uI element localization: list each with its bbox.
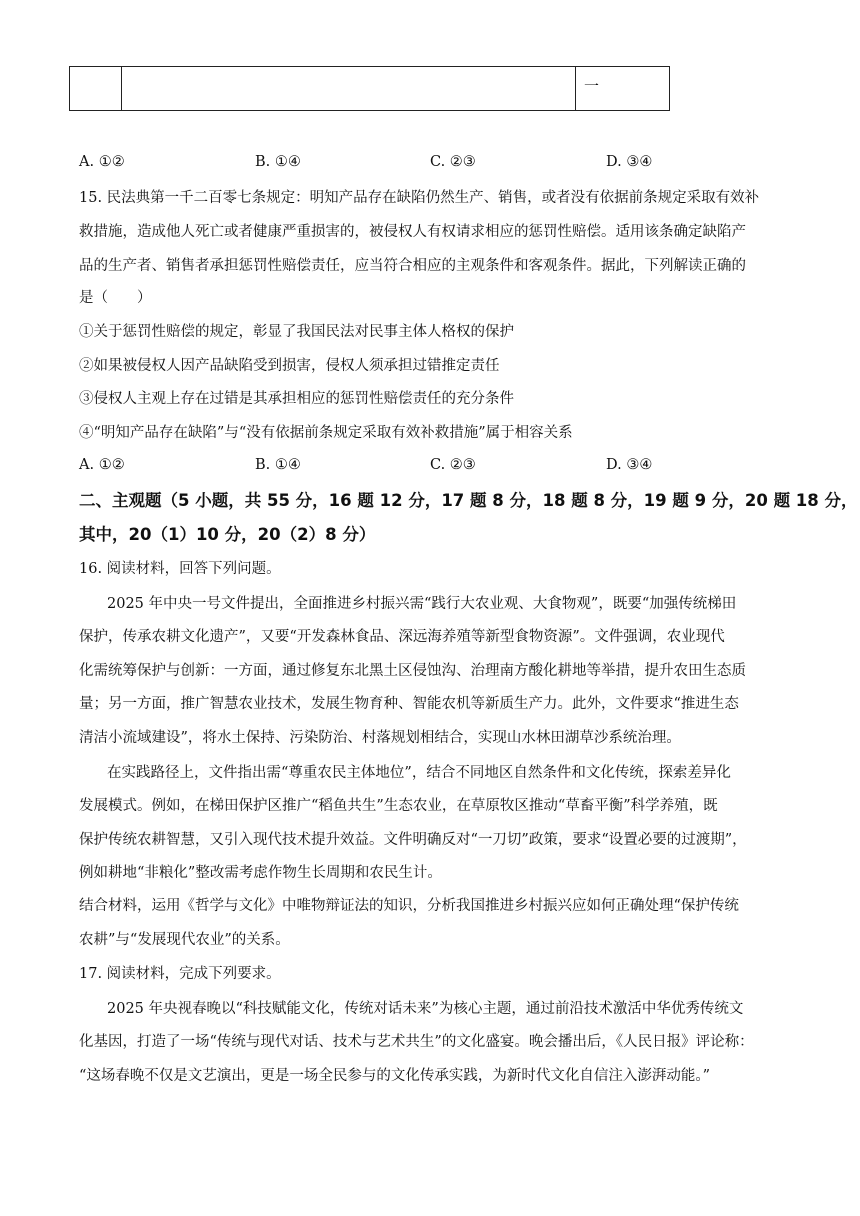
q16-question-line: 农耕”与“发展现代农业”的关系。 xyxy=(79,932,290,948)
q14-options xyxy=(79,154,699,174)
q16-material-line: 在实践路径上，文件指出需“尊重农民主体地位”，结合不同地区自然条件和文化传统，探索差异化 xyxy=(107,765,731,781)
q15-statement-1: ①关于惩罚性赔偿的规定，彰显了我国民法对民事主体人格权的保护 xyxy=(79,324,514,340)
q16-material-line: 清洁小流域建设”，将水土保持、污染防治、村落规划相结合，实现山水林田湖草沙系统治理。 xyxy=(79,730,681,746)
q16-intro: 16. 阅读材料，回答下列问题。 xyxy=(79,561,281,577)
q17-material-line: “这场春晚不仅是文艺演出，更是一场全民参与的文化传承实践，为新时代文化自信注入澎湃动能。” xyxy=(79,1068,711,1084)
option-c[interactable]: C. ②③ xyxy=(430,154,476,170)
q16-material-line: 发展模式。例如，在梯田保护区推广“稻鱼共生”生态农业，在草原牧区推动“草畜平衡”科学养殖，既 xyxy=(79,798,718,814)
option-a[interactable]: A. ①② xyxy=(79,457,125,473)
q15-stem-line: 15. 民法典第一千二百零七条规定：明知产品存在缺陷仍然生产、销售，或者没有依据前条规定采取有效补 xyxy=(79,190,760,206)
section-title: 二、主观题（5 小题，共 55 分，16 题 12 分，17 题 8 分，18 题 8 分，19 题 9 分，20 题 18 分， xyxy=(79,491,858,510)
q16-material-line: 量；另一方面，推广智慧农业技术，发展生物育种、智能农机等新质生产力。此外，文件要求“推进生态 xyxy=(79,696,739,712)
table-fragment xyxy=(69,66,670,111)
q15-statement-4: ④“明知产品存在缺陷”与“没有依据前条规定采取有效补救措施”属于相容关系 xyxy=(79,425,573,441)
q16-material-line: 2025 年中央一号文件提出，全面推进乡村振兴需“践行大农业观、大食物观”，既要“加强传统梯田 xyxy=(107,596,737,612)
table-cell-text: 一 xyxy=(584,77,600,95)
q16-material-line: 保护传统农耕智慧，又引入现代技术提升效益。文件明确反对“一刀切”政策，要求“设置必要的过渡期”， xyxy=(79,832,747,848)
q15-stem-line: 品的生产者、销售者承担惩罚性赔偿责任，应当符合相应的主观条件和客观条件。据此，下列解读正确的 xyxy=(79,258,746,274)
option-d[interactable]: D. ③④ xyxy=(606,457,653,473)
q16-material-line: 保护，传承农耕文化遗产”，又要“开发森林食品、深远海养殖等新型食物资源”。文件强调，农业现代 xyxy=(79,629,725,645)
q15-statement-3: ③侵权人主观上存在过错是其承担相应的惩罚性赔偿责任的充分条件 xyxy=(79,391,514,407)
q16-material-line: 化需统筹保护与创新：一方面，通过修复东北黑土区侵蚀沟、治理南方酸化耕地等举措，提升农田生态质 xyxy=(79,663,746,679)
option-a[interactable]: A. ①② xyxy=(79,154,125,170)
q15-stem-line: 救措施，造成他人死亡或者健康严重损害的，被侵权人有权请求相应的惩罚性赔偿。适用该条确定缺陷产 xyxy=(79,224,746,240)
table-cell xyxy=(576,67,669,110)
q17-material-line: 2025 年央视春晚以“科技赋能文化，传统对话未来”为核心主题，通过前沿技术激活中华优秀传统文 xyxy=(107,1001,744,1017)
option-b[interactable]: B. ①④ xyxy=(255,154,301,170)
table-cell xyxy=(70,67,122,110)
q15-stem-line: 是（ ） xyxy=(79,290,152,306)
section-title: 其中，20（1）10 分，20（2）8 分） xyxy=(79,525,376,544)
option-c[interactable]: C. ②③ xyxy=(430,457,476,473)
option-b[interactable]: B. ①④ xyxy=(255,457,301,473)
q15-options xyxy=(79,457,699,477)
q15-statement-2: ②如果被侵权人因产品缺陷受到损害，侵权人须承担过错推定责任 xyxy=(79,358,500,374)
q17-material-line: 化基因，打造了一场“传统与现代对话、技术与艺术共生”的文化盛宴。晚会播出后，《人民日报》评论称： xyxy=(79,1034,754,1050)
q16-material-line: 例如耕地“非粮化”整改需考虑作物生长周期和农民生计。 xyxy=(79,865,442,881)
option-d[interactable]: D. ③④ xyxy=(606,154,653,170)
q16-question-line: 结合材料，运用《哲学与文化》中唯物辩证法的知识，分析我国推进乡村振兴应如何正确处理“保护传统 xyxy=(79,898,739,914)
q17-intro: 17. 阅读材料，完成下列要求。 xyxy=(79,966,281,982)
table-cell xyxy=(122,67,576,110)
